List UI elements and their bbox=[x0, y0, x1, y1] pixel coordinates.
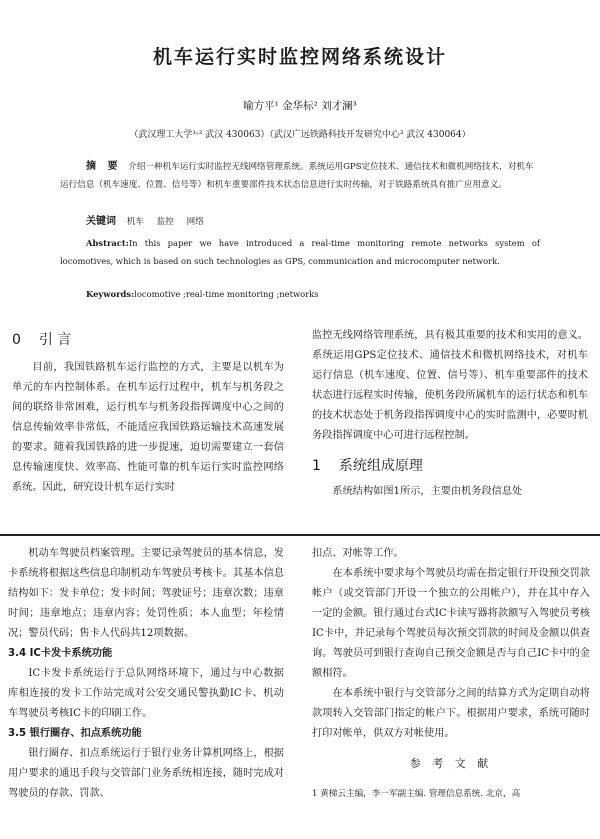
abstract-en bbox=[60, 234, 540, 270]
abstract-en-text: In this paper we have introduced a real-time monitoring remote networks system of locomotives, which is based on such technologies as GPS, communication and microcomputer network. bbox=[60, 238, 540, 266]
affiliations: （武汉理工大学¹˒² 武汉 430063）（武汉广远铁路科技开发研究中心³ 武汉 430064） bbox=[129, 130, 471, 140]
section-0-title: 引 言 bbox=[38, 332, 72, 348]
page-divider bbox=[0, 534, 600, 536]
abstract-cn-label: 摘 要 bbox=[86, 161, 122, 172]
keywords-en bbox=[86, 289, 319, 299]
authors: 喻方平¹ 金华标² 刘才澜³ bbox=[243, 100, 357, 112]
references-heading: 参 考 文 献 bbox=[409, 757, 493, 770]
paper-title: 机车运行实时监控网络系统设计 bbox=[152, 46, 447, 68]
abstract-cn-text: 介绍一种机车运行实时监控无线网络管理系统。系统运用GPS定位技术、通信技术和微机网络技术，对机车运行信息（机车速度、位置、信号等）和机车重要部件技术状态信息进行实时传输，对于铁路系统具有推广应用意义。 bbox=[60, 162, 534, 190]
upper-right-paragraph: 监控无线网络管理系统，具有极其重要的技术和实用的意义。系统运用GPS定位技术、通信技术和微机网络技术，对机车运行信息（机车速度、位置、信号等）、机车重要部件的技术状态进行远程实时传输，使机务段所属机车的运行状态和机车的技术状态处于机务段指挥调度中心的实时监测中，必要时机务段指挥调度中心可进行远程控制。 bbox=[312, 330, 588, 441]
upper-left-column bbox=[12, 330, 284, 498]
lower-right-column bbox=[312, 544, 590, 804]
lower-right-paragraph-1: 扣点、对帐等工作。 bbox=[312, 548, 404, 559]
section-0-heading bbox=[12, 330, 284, 350]
reference-item: 1 黄梯云主编，李一军副主编. 管理信息系统. 北京，高 bbox=[312, 789, 521, 799]
abstract-cn bbox=[60, 158, 540, 194]
lower-right-paragraph-2: 在本系统中要求每个驾驶员均需在指定银行开设预交罚款帐户（或交管部门开设一个独立的公用帐户），并在其中存入一定的金额。银行通过台式IC卡读写器将款额写入驾驶员考核IC卡中，并记录每个驾驶员每次预交罚款的时间及金额以供查询。驾驶员可到银行查询自己预交金额是否与自己IC卡中的金额相符。 bbox=[312, 568, 590, 679]
upper-right-column bbox=[312, 326, 588, 502]
keywords-cn-label: 关键词 bbox=[86, 216, 116, 227]
section-1-paragraph: 系统结构如图1所示，主要由机务段信息处 bbox=[332, 486, 523, 497]
keywords-en-label: Keywords: bbox=[86, 289, 135, 299]
keyword-cn-item: 机车 bbox=[126, 217, 144, 227]
lower-left-paragraph-3: 银行圈存、扣点系统运行于银行业务计算机网络上，根据用户要求的通迅手段与交管部门业务系统相连接，随时完成对驾驶员的存款、罚款、 bbox=[8, 748, 284, 799]
lower-left-column bbox=[8, 544, 284, 804]
section-0-number: 0 bbox=[12, 332, 21, 348]
lower-left-paragraph-1: 机动车驾驶员档案管理。主要记录驾驶员的基本信息，发卡系统将根据这些信息印制机动车驾驶员考核卡。其基本信息结构如下：发卡单位；发卡时间；驾驶证号；违章次数；违章时间；违章地点；违章内容；处罚性质；本人血型；年检情况；警员代码；售卡人代码共12项数据。 bbox=[8, 548, 284, 639]
section-1-heading bbox=[312, 456, 588, 476]
section-1-title: 系统组成原理 bbox=[338, 458, 423, 474]
lower-right-paragraph-3: 在本系统中银行与交管部分之间的结算方式为定期自动将款项转入交管部门指定的帐户下。根据用户要求，系统可随时打印对帐单，供双方对帐使用。 bbox=[312, 688, 590, 739]
abstract-en-label: Abstract: bbox=[86, 238, 129, 248]
keywords-en-text: locomotive ;real-time monitoring ;networks bbox=[134, 289, 319, 299]
subsection-3-5-heading: 3.5 银行圈存、扣点系统功能 bbox=[8, 728, 142, 739]
keyword-cn-item: 网络 bbox=[186, 217, 204, 227]
subsection-3-4-heading: 3.4 IC卡发卡系统功能 bbox=[8, 648, 113, 659]
section-1-number: 1 bbox=[312, 458, 321, 474]
section-0-paragraph: 目前，我国铁路机车运行监控的方式，主要是以机车为单元的车内控制体系。在机车运行过程中，机车与机务段之间的联络非常困难，运行机车与机务段指挥调度中心之间的信息传输效率非常低，不能适应我国铁路运输技术高速发展的要求。随着我国铁路的进一步提速，迫切需要建立一套信息传输速度快、效率高、性能可靠的机车运行实时监控网络系统。因此，研究设计机车运行实时 bbox=[12, 362, 284, 493]
keyword-cn-item: 监控 bbox=[156, 217, 174, 227]
lower-left-paragraph-2: IC卡发卡系统运行于总队网络环境下，通过与中心数据库相连接的发卡工作站完成对公安交通民警执勤IC卡、机动车驾驶员考核IC卡的印刷工作。 bbox=[8, 668, 284, 719]
keywords-cn bbox=[86, 212, 214, 227]
